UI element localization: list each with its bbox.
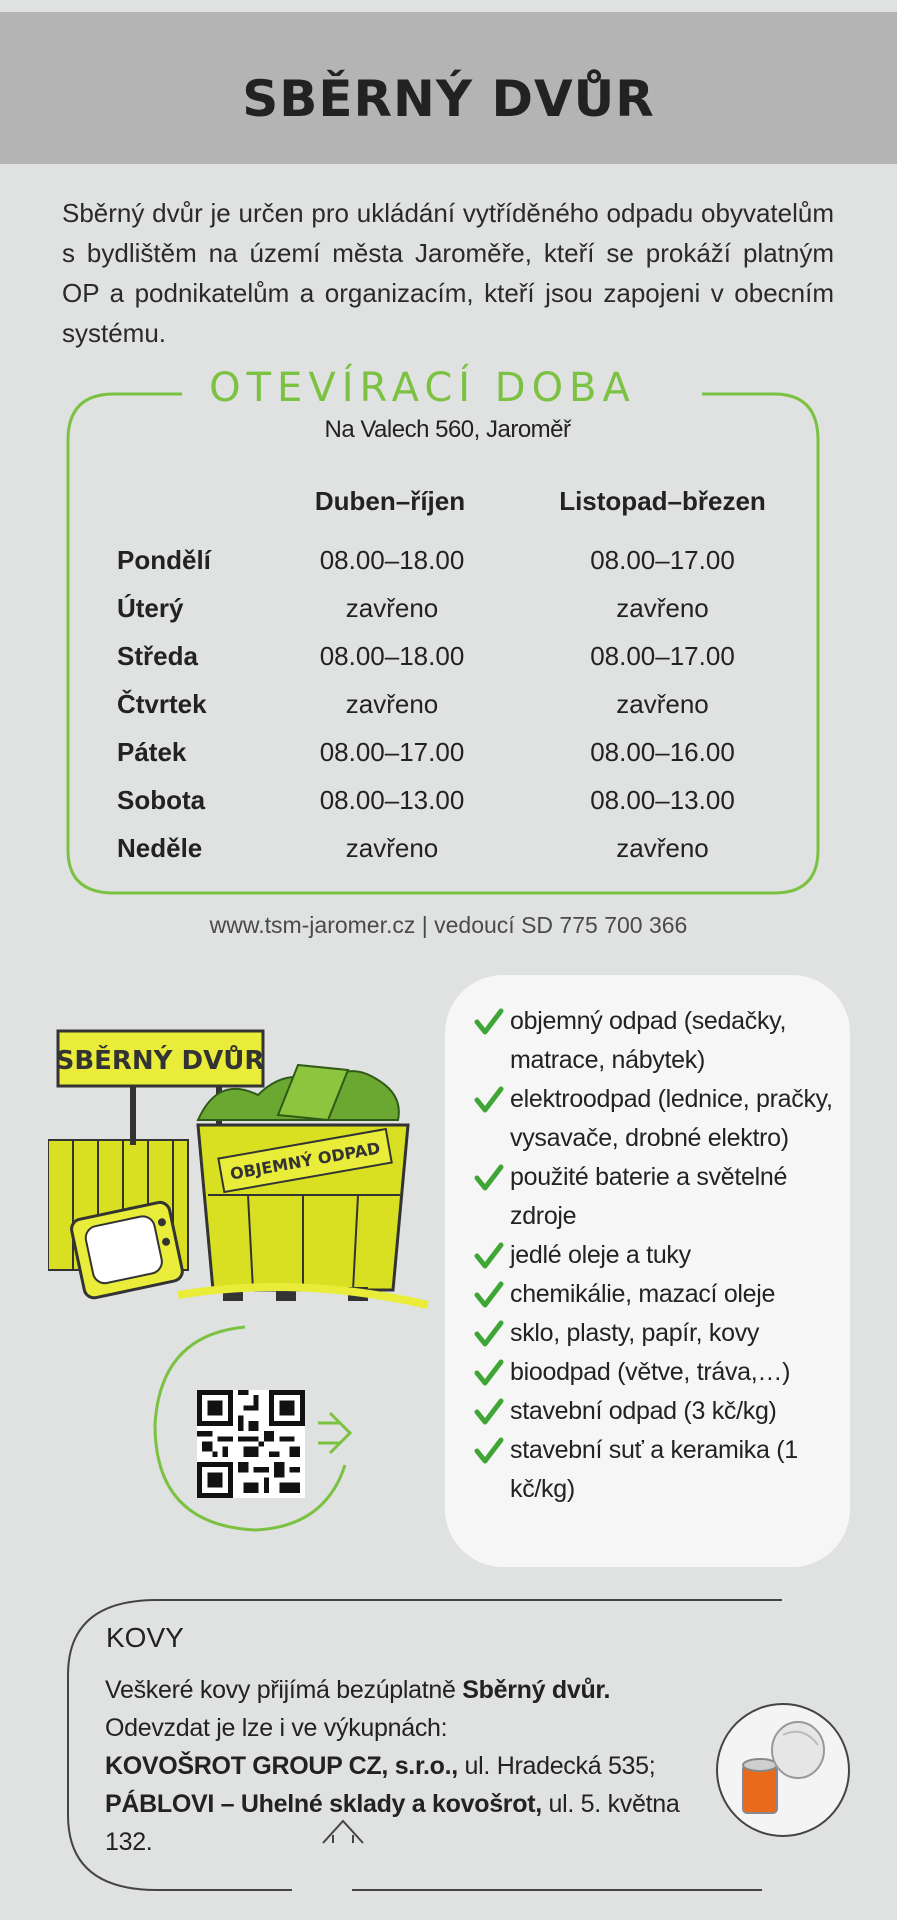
container-label: OBJEMNÝ ODPAD [228, 1138, 382, 1184]
check-icon [474, 1281, 504, 1309]
winter-hours: 08.00–16.00 [590, 737, 735, 767]
day-label: Sobota [117, 785, 206, 815]
winter-hours: 08.00–17.00 [590, 641, 735, 671]
address: Na Valech 560, Jaroměř [324, 416, 571, 443]
day-label: Úterý [117, 593, 184, 623]
list-item-text: sklo, plasty, papír, kovy [510, 1319, 760, 1347]
hours-row [117, 833, 757, 881]
kovy-line-1-bold: Sběrný dvůr. [462, 1676, 611, 1704]
day-label: Neděle [117, 833, 203, 863]
sign-text: SBĚRNÝ DVŮR [55, 1046, 265, 1076]
kovy-line-2: Odevzdat je lze i ve výkupnách: [105, 1714, 448, 1742]
kovy-line-4-bold: PÁBLOVI – Uhelné sklady a kovošrot, [105, 1790, 542, 1818]
day-label: Středa [117, 641, 198, 671]
collection-yard-illustration [48, 1025, 448, 1340]
day-label: Pátek [117, 737, 187, 767]
list-item [472, 1353, 842, 1392]
list-item [472, 1275, 842, 1314]
kovy-line-3 [105, 1747, 725, 1785]
contact-line: www.tsm-jaromer.cz | vedoucí SD 775 700 366 [209, 912, 688, 938]
kovy-line-3-bold: KOVOŠROT GROUP CZ, s.r.o., [105, 1752, 458, 1780]
list-item [472, 1392, 842, 1431]
check-icon [474, 1008, 504, 1036]
list-item-text: stavební odpad (3 kč/kg) [510, 1397, 777, 1425]
check-icon [474, 1359, 504, 1387]
hours-row [117, 737, 757, 785]
list-item [472, 1236, 842, 1275]
kovy-line-4 [105, 1785, 725, 1861]
summer-hours: zavřeno [345, 833, 439, 863]
winter-hours: zavřeno [616, 833, 709, 863]
kovy-line-4-text: ul. 5. května 132. [105, 1790, 680, 1856]
list-item-text: bioodpad (větve, tráva,…) [510, 1358, 791, 1386]
hours-table [117, 545, 757, 881]
list-item [472, 1431, 842, 1509]
winter-hours: 08.00–13.00 [590, 785, 735, 815]
winter-hours: zavřeno [616, 689, 709, 719]
intro-paragraph: Sběrný dvůr je určen pro ukládání vytříděného odpadu obyvatelům s bydlištěm na území města Jaroměře, kteří se prokáží platným OP a podnikatelům a organizacím, kteří jsou zapojeni v obecním systému. [62, 198, 834, 348]
summer-hours: 08.00–13.00 [319, 785, 465, 815]
summer-hours: 08.00–17.00 [319, 737, 465, 767]
list-item [472, 1002, 842, 1080]
list-item-text: chemikálie, mazací oleje [510, 1280, 776, 1308]
check-icon [474, 1398, 504, 1426]
hours-row [117, 545, 757, 593]
kovy-title: KOVY [106, 1622, 184, 1653]
hours-row [117, 641, 757, 689]
check-icon [474, 1086, 504, 1114]
kovy-line-1 [105, 1671, 725, 1709]
day-label: Čtvrtek [117, 689, 207, 719]
summer-hours: zavřeno [345, 593, 439, 623]
kovy-line-1-text: Veškeré kovy přijímá bezúplatně [105, 1676, 463, 1704]
hours-row [117, 785, 757, 833]
list-item-text: objemný odpad (sedačky, matrace, nábytek) [510, 1007, 787, 1074]
column-header-winter: Listopad–březen [559, 486, 766, 516]
column-header-summer: Duben–říjen [314, 486, 466, 516]
hours-row [117, 689, 757, 737]
page-title: SBĚRNÝ DVŮR [242, 70, 655, 128]
winter-hours: 08.00–17.00 [590, 545, 735, 575]
list-item [472, 1158, 842, 1236]
summer-hours: zavřeno [345, 689, 439, 719]
kovy-line-3-text: ul. Hradecká 535; [457, 1752, 656, 1780]
list-item [472, 1314, 842, 1353]
hours-row [117, 593, 757, 641]
list-item-text: elektroodpad (lednice, pračky, vysavače, drobné elektro) [510, 1085, 833, 1152]
list-item-text: stavební suť a keramika (1 kč/kg) [510, 1436, 798, 1503]
accepted-items-list [472, 1002, 842, 1509]
winter-hours: zavřeno [616, 593, 709, 623]
summer-hours: 08.00–18.00 [319, 545, 465, 575]
tin-can-icon [713, 1700, 853, 1840]
qr-code[interactable] [197, 1390, 305, 1498]
container-illustration [178, 1125, 428, 1305]
check-icon [474, 1437, 504, 1465]
kovy-text [105, 1671, 725, 1861]
list-item-text: jedlé oleje a tuky [510, 1241, 691, 1269]
check-icon [474, 1320, 504, 1348]
check-icon [474, 1242, 504, 1270]
check-icon [474, 1164, 504, 1192]
list-item [472, 1080, 842, 1158]
day-label: Pondělí [117, 545, 211, 575]
summer-hours: 08.00–18.00 [319, 641, 465, 671]
list-item-text: použité baterie a světelné zdroje [510, 1163, 788, 1230]
hours-title: OTEVÍRACÍ DOBA [209, 365, 636, 411]
